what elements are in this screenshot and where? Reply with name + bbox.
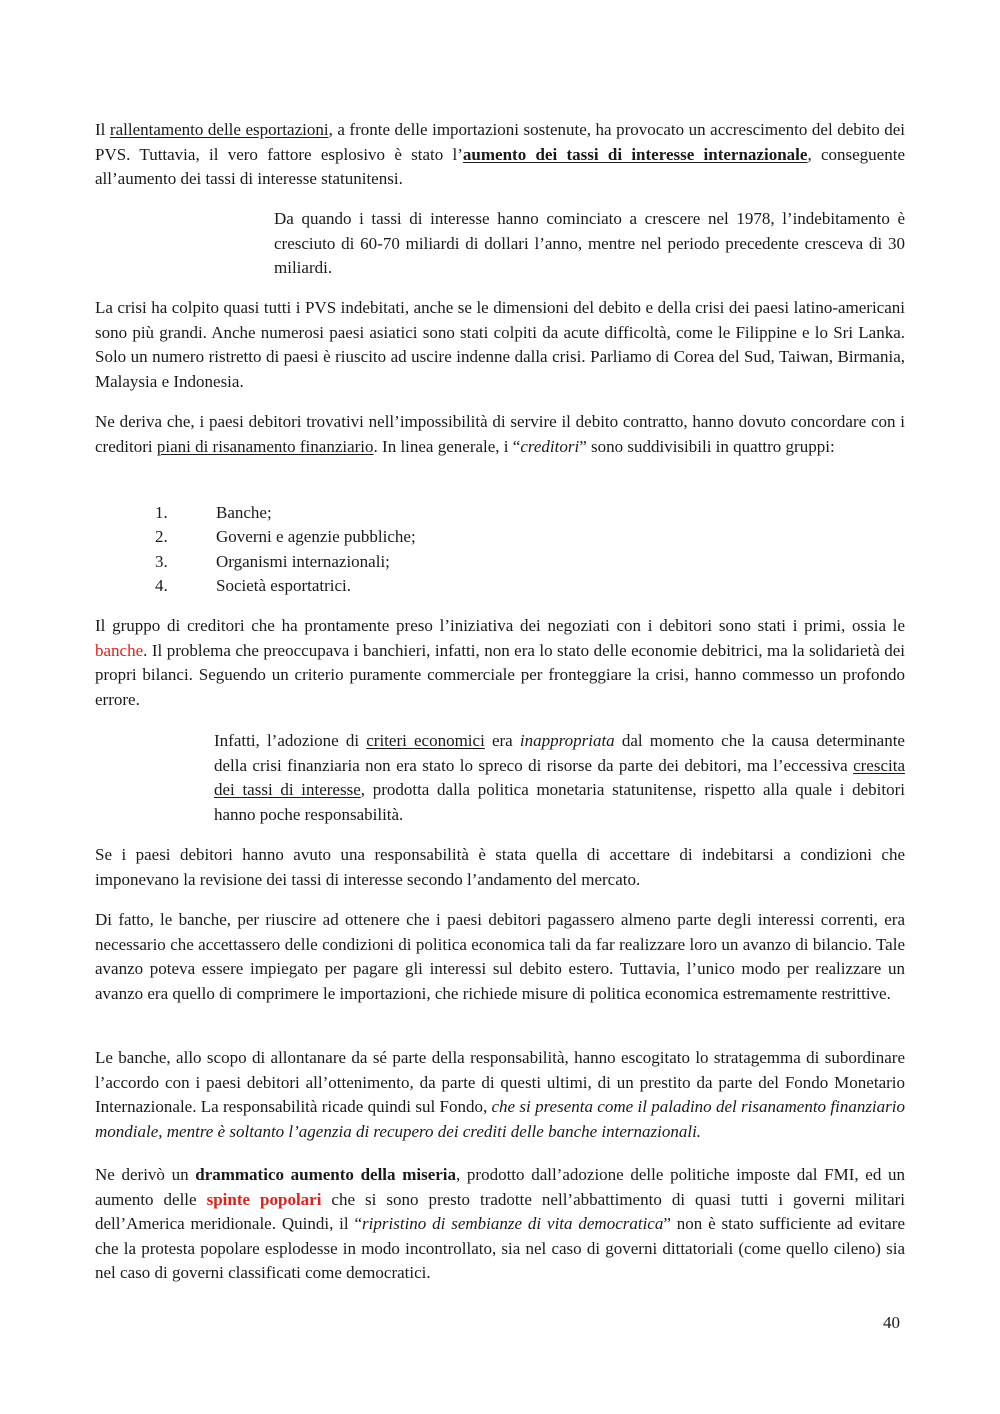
text: ” non è stato sufficiente ad evitare che la protesta popolare esplodesse in modo incontrollato, sia nel caso di governi dittatoriali (come quello cileno) sia nel caso di governi classificati come democratici. xyxy=(95,1214,905,1283)
page-number: 40 xyxy=(883,1313,900,1332)
paragraph-2: La crisi ha colpito quasi tutti i PVS indebitati, anche se le dimensioni del debito e della crisi dei paesi latino-americani sono più grandi. Anche numerosi paesi asiatici sono stati colpiti da acute difficoltà, come le Filippine e lo Sri Lanka. Solo un numero ristretto di paesi è riuscito ad uscire indenne dalla crisi. Parliamo di Corea del Sud, Taiwan, Birmania, Malaysia e Indonesia. xyxy=(95,298,905,391)
text: Il xyxy=(95,120,110,139)
paragraph-7 xyxy=(95,1046,905,1144)
text: era xyxy=(484,731,520,750)
underlined-bold-term: aumento dei tassi di interesse internazionale xyxy=(462,144,808,164)
text: , a fronte delle importazioni sostenute, ha provocato un accrescimento del debito dei PVS. Tuttavia, il vero fattore esplosivo è stato l’ xyxy=(95,120,906,164)
list-text: Governi e agenzie pubbliche; xyxy=(216,527,416,547)
text: . In linea generale, i “ xyxy=(373,436,521,456)
text: Le banche, allo scopo di allontanare da sé parte della responsabilità, hanno escogitato lo stratagemma di subordinare l’accordo con i paesi debitori all’ottenimento, da parte di questi ultimi, di un prestito da parte del Fondo Monetario Internazionale. La responsabilità ricade quindi sul Fondo, xyxy=(95,1048,905,1117)
underlined-term: rallentamento delle esportazioni xyxy=(109,120,329,139)
list-text: Organismi internazionali; xyxy=(216,551,390,571)
italic-term: creditori xyxy=(520,436,580,456)
text: ” sono suddivisibili in quattro gruppi: xyxy=(579,436,835,456)
text: Infatti, l’adozione di xyxy=(214,731,367,750)
text: che si sono presto tradotte nell’abbattimento di quasi tutti i governi militari dell’America meridionale. Quindi, il “ xyxy=(95,1189,906,1234)
italic-passage: che si presenta come il paladino del risanamento finanziario mondiale, mentre è soltanto l’agenzia di recupero dei crediti delle banche internazionali. xyxy=(95,1097,905,1141)
block-quote-2 xyxy=(214,729,905,827)
text: , prodotto dall’adozione delle politiche imposte dal FMI, ed un aumento delle xyxy=(95,1165,905,1209)
paragraph-1 xyxy=(95,118,905,192)
text: dal momento che la causa determinante della crisi finanziaria non era stato lo spreco di risorse da parte dei debitori, ma l’eccessiva xyxy=(214,731,905,775)
list-item xyxy=(155,501,416,525)
list-number: 3. xyxy=(155,551,168,571)
italic-term: inappropriata xyxy=(519,731,615,750)
text: Il gruppo di creditori che ha prontamente preso l’iniziativa dei negoziati con i debitori sono stati i primi, ossia le xyxy=(95,616,905,635)
text: , conseguente all’aumento dei tassi di interesse statunitensi. xyxy=(95,144,905,189)
paragraph-6: Di fatto, le banche, per riuscire ad ottenere che i paesi debitori pagassero almeno parte degli interessi correnti, era necessario che accettassero delle condizioni di politica economica tali da far realizzare loro un avanzo di bilancio. Tale avanzo poteva essere impiegato per pagare gli interessi sul debito estero. Tuttavia, l’unico modo per realizzare un avanzo era quello di comprimere le importazioni, che richiede misure di politica economica estremamente restrittive. xyxy=(95,910,905,1003)
list-number: 4. xyxy=(155,576,168,596)
text: Ne deriva che, i paesi debitori trovativi nell’impossibilità di servire il debito contratto, hanno dovuto concordare con i creditori xyxy=(95,412,905,456)
text: . Il problema che preoccupava i banchieri, infatti, non era lo stato delle economie debitrici, ma la solidarietà dei propri bilanci. Seguendo un criterio puramente commerciale per fronteggiare la crisi, hanno commesso un profondo errore. xyxy=(95,640,905,709)
list-item xyxy=(155,574,416,598)
block-quote-1: Da quando i tassi di interesse hanno cominciato a crescere nel 1978, l’indebitamento è cresciuto di 60-70 miliardi di dollari l’anno, mentre nel periodo precedente cresceva di 30 miliardi. xyxy=(274,209,905,278)
list-number: 1. xyxy=(155,503,168,522)
paragraph-4 xyxy=(95,614,905,712)
paragraph-3 xyxy=(95,410,905,459)
creditor-groups-list xyxy=(155,501,416,599)
list-text: Banche; xyxy=(216,503,272,522)
text: , prodotta dalla politica monetaria statunitense, rispetto alla quale i debitori hanno poche responsabilità. xyxy=(214,780,905,824)
paragraph-5: Se i paesi debitori hanno avuto una responsabilità è stata quella di accettare di indebitarsi a condizioni che imponevano la revisione dei tassi di interesse secondo l’andamento del mercato. xyxy=(95,845,905,889)
highlighted-term: spinte popolari xyxy=(206,1189,322,1209)
list-item xyxy=(155,525,416,549)
bold-term: drammatico aumento della miseria xyxy=(195,1165,457,1184)
paragraph-8 xyxy=(95,1163,905,1286)
highlighted-term: banche xyxy=(95,640,144,660)
italic-term: ripristino di sembianze di vita democratica xyxy=(362,1214,664,1234)
list-text: Società esportatrici. xyxy=(216,576,352,596)
list-item xyxy=(155,550,416,574)
underlined-term: crescita dei tassi di interesse xyxy=(214,755,905,800)
text: Ne derivò un xyxy=(95,1165,196,1184)
list-number: 2. xyxy=(155,527,168,547)
underlined-term: piani di risanamento finanziario xyxy=(156,436,374,456)
underlined-term: criteri economici xyxy=(366,731,485,750)
